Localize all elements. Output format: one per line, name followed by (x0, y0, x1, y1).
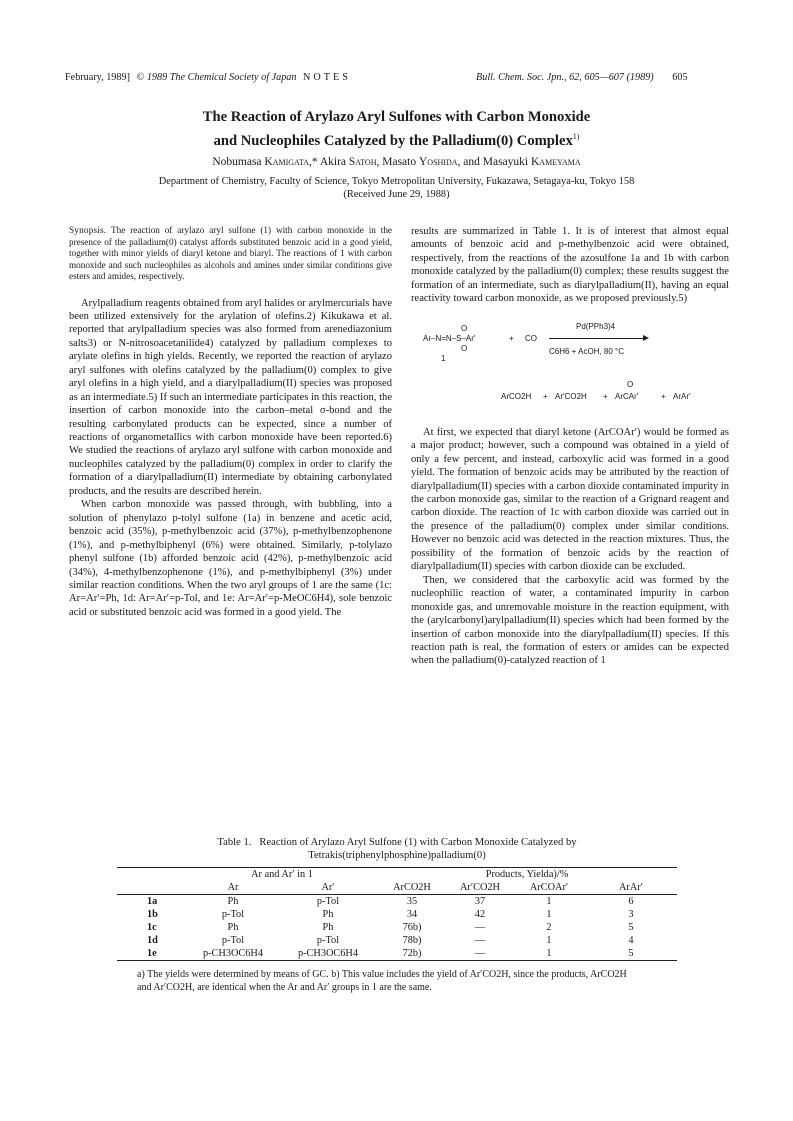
running-header-right (476, 72, 688, 83)
cell-yield: 1 (546, 935, 552, 946)
scheme-plus: + (603, 391, 608, 401)
affiliation-line: Department of Chemistry, Faculty of Science, Tokyo Metropolitan University, Fukazawa, Setagaya-ku, Tokyo 158 (158, 176, 635, 187)
author-1-last: Kamigata (264, 156, 309, 168)
title-ref: 1) (572, 132, 580, 141)
cell-yield: 5 (628, 922, 634, 933)
cell-yield: — (474, 935, 486, 946)
table-group-header (117, 868, 677, 881)
author-sep: , (376, 156, 383, 168)
cell-yield: 1 (546, 948, 552, 959)
column-header: ArCOAr′ (513, 881, 585, 895)
column-header: Ar (187, 881, 279, 895)
body-paragraph: results are summarized in Table 1. It is of interest that almost equal amounts of benzoic acid and p-methylbenzoic acid were obtained, respectively, from the reactions of the azosulfone 1a and 1b with carbon monoxide catalyzed by the palladium(0) complex; these results suggest the formation of an intermediate, such as diarylpalladium(II), having an equal reactivity toward carbon monoxide, as we proposed previously.5) (411, 226, 729, 305)
table-row (117, 934, 677, 947)
body-paragraph: At first, we expected that diaryl ketone (ArCOAr′) would be formed as a major product; however, such a compound was obtained in a yield of only a few percent, and instead, carboxylic acid was formed in a good yield. The formation of benzoic acids may be attributed by the reaction of diarylpalladium(II) species with a carbon dioxide contaminated impurity in the carbon monoxide gas, similar to the reaction of a Grignard reagent and carbon dioxide. The reaction of 1c with carbon dioxide was carried out in the presence of the palladium(0) complex under similar conditions. However no benzoic acid was detected in the reaction mixtures. Thus, the possibility of the formation of benzoic acids by the reaction of diarylpalladium(II) species with carbon dioxide can be excluded. (411, 426, 729, 573)
cell-ar: Ph (227, 896, 239, 907)
scheme-product-4: ArAr′ (673, 391, 691, 401)
reaction-scheme (411, 316, 729, 416)
cell-ar-prime: Ph (322, 922, 334, 933)
synopsis (69, 225, 392, 283)
cell-yield: 1 (546, 909, 552, 920)
cell-yield: 42 (474, 909, 486, 920)
synopsis-label: Synopsis. (69, 225, 107, 235)
affiliation (0, 175, 793, 201)
scheme-product-3: ArCAr′ (615, 391, 639, 401)
table-row (117, 921, 677, 934)
group-header-products: Products, Yielda)/% (485, 869, 569, 880)
running-header-left (65, 72, 351, 83)
title-line-2: and Nucleophiles Catalyzed by the Palladium(0) Complex (213, 132, 573, 149)
header-page-number: 605 (672, 72, 688, 83)
cell-yield: — (474, 922, 486, 933)
cell-yield: — (474, 948, 486, 959)
cell-yield: 34 (406, 909, 418, 920)
body-paragraph: Arylpalladium reagents obtained from aryl halides or arylmercurials have been utilized extensively for the arylation of olefins.2) Kikukawa et al. reported that arylpalladium species was also formed from arenediazonium salts3) or N-nitrosoacetanilide4) catalyzed by palladium complexes to arylate olefins in high yields. Recently, we reported the reaction of arylazo aryl sulfones with olefins catalyzed by the palladium(0) complex to give aryl olefins in a high yield, and a diarylpalladium(II) species was proposed as an intermediate.5) If such an intermediate participates in this reaction, the insertion of carbon monoxide into the carbon–metal σ-bond and the resulting carbonylated products can be expected, since a number of reactions of organometallics with carbon monoxide have been reported.6) We studied the reactions of arylazo aryl sulfone with carbon monoxide and nucleophiles catalyzed by the palladium(0) complex in order to clarify the formation of a diarylpalladium(II) intermediate by obtaining carbonylated products, and the results are described herein. (69, 297, 392, 497)
author-1-mark: ,* (308, 156, 320, 168)
cell-yield: 78b) (402, 935, 422, 946)
reaction-arrow (549, 338, 645, 339)
table-label: Table 1. (217, 837, 252, 848)
column-header: ArCO2H (377, 881, 447, 895)
scheme-co: CO (525, 333, 537, 343)
left-column (69, 225, 392, 619)
table-1 (117, 836, 677, 994)
cell-yield: 35 (406, 896, 418, 907)
author-4-first: Masayuki (482, 156, 531, 168)
author-3-first: Masato (382, 156, 419, 168)
author-2-first: Akira (319, 156, 349, 168)
arrowhead-icon (643, 335, 649, 341)
column-header: Ar′CO2H (447, 881, 513, 895)
row-id: 1b (147, 909, 158, 920)
table-footnote: a) The yields were determined by means of GC. b) This value includes the yield of Ar′CO2H, since the products, ArCO2H and Ar′CO2H, are identical when the Ar and Ar′ groups in 1 are the same. (137, 969, 627, 993)
title-line-1: The Reaction of Arylazo Aryl Sulfones with Carbon Monoxide (202, 109, 591, 125)
scheme-compound-number: 1 (441, 353, 446, 363)
cell-yield: 5 (628, 948, 634, 959)
author-1-first: Nobumasa (212, 156, 265, 168)
body-paragraph: When carbon monoxide was passed through, with bubbling, into a solution of phenylazo p-tolyl sulfone (1a) in benzene and acetic acid, benzoic acid (35%), p-methylbenzoic acid (37%), p-methylbenzophenone (1%), and p-methylbiphenyl (6%) were obtained. Similarly, p-tolylazo phenyl sulfone (1b) afforded benzoic acid (42%), p-methylbenzoic acid (34%), 4-methylbenzophenone (1%), and p-methylbiphenyl (3%) under similar reaction conditions. When the two aryl groups of 1 are the same (1c: Ar=Ar′=Ph, 1d: Ar=Ar′=p-Tol, and 1e: Ar=Ar′=p-MeOC6H4), sole benzoic acid or substituted benzoic acid was formed in a good yield. The (69, 499, 392, 618)
cell-yield: 76b) (402, 922, 422, 933)
author-4-last: Kameyama (530, 156, 581, 168)
table-caption (117, 836, 677, 862)
right-column (411, 225, 729, 668)
header-journal: Bull. Chem. Soc. Jpn., 62, 605—607 (1989) (476, 72, 654, 83)
cell-yield: 2 (546, 922, 552, 933)
author-3-last: Yoshida (418, 156, 458, 168)
header-copyright: 1989 The Chemical Society of Japan (146, 72, 297, 83)
scheme-o-bot: O (461, 343, 468, 353)
cell-yield: 6 (628, 896, 634, 907)
row-id: 1e (147, 948, 157, 959)
body-paragraph: Then, we considered that the carboxylic acid was formed by the nucleophilic reaction of water, a contaminated impurity in carbon monoxide gas, and unremovable moisture in the reaction equipment, with the (arylcarbonyl)arylpalladium(II) species which had been formed by the insertion of carbon monoxide into the diarylpalladium(II) species. If this reaction path is real, the formation of esters or amides can be expected when the palladium(0)-catalyzed reaction of 1 (411, 574, 729, 667)
author-and: , and (457, 156, 483, 168)
scheme-conditions: C6H6 + AcOH, 80 °C (549, 346, 625, 356)
table-row (117, 895, 677, 908)
scheme-plus: + (509, 333, 514, 343)
cell-ar-prime: p-Tol (316, 935, 340, 946)
scheme-product-3-o: O (627, 379, 634, 389)
results-table (117, 867, 677, 961)
received-date: (Received June 29, 1988) (343, 189, 450, 200)
cell-yield: 4 (628, 935, 634, 946)
column-header: Ar′ (279, 881, 377, 895)
row-id: 1a (147, 896, 158, 907)
cell-ar-prime: p-CH3OC6H4 (297, 948, 359, 959)
cell-ar-prime: Ph (322, 909, 334, 920)
scheme-o-top: O (461, 323, 468, 333)
scheme-product-1: ArCO2H (501, 391, 532, 401)
scheme-product-2: Ar′CO2H (555, 391, 587, 401)
author-2-last: Satoh (348, 156, 377, 168)
copyright-symbol: © (136, 72, 145, 83)
article-title (0, 108, 793, 151)
group-header-ar: Ar and Ar′ in 1 (251, 869, 313, 880)
scheme-plus: + (543, 391, 548, 401)
synopsis-text: The reaction of arylazo aryl sulfone (1) with carbon monoxide in the presence of the palladium(0) catalyst affords substituted benzoic acid in a good yield, together with minor yields of diaryl ketone and biaryl. The reactions of 1 with carbon monoxide and such nucleophiles as alcohols and amines under similar conditions give esters and amides, respectively. (69, 225, 393, 281)
table-caption-line-1: Reaction of Arylazo Aryl Sulfone (1) with Carbon Monoxide Catalyzed by (259, 837, 577, 848)
table-header-row (117, 881, 677, 895)
header-date: February, 1989] (65, 72, 130, 83)
cell-ar: p-Tol (221, 935, 245, 946)
cell-ar: p-CH3OC6H4 (202, 948, 264, 959)
cell-yield: 1 (546, 896, 552, 907)
table-caption-line-2: Tetrakis(triphenylphosphine)palladium(0) (308, 850, 486, 861)
cell-ar: Ph (227, 922, 239, 933)
row-id: 1c (147, 922, 157, 933)
scheme-plus: + (661, 391, 666, 401)
scheme-catalyst: Pd(PPh3)4 (576, 321, 616, 331)
table-row (117, 908, 677, 921)
cell-yield: 72b) (402, 948, 422, 959)
column-header: ArAr′ (585, 881, 677, 895)
cell-yield: 37 (474, 896, 486, 907)
header-section: NOTES (303, 72, 351, 83)
cell-ar: p-Tol (221, 909, 245, 920)
row-id: 1d (147, 935, 158, 946)
cell-yield: 3 (628, 909, 634, 920)
author-list (0, 156, 793, 168)
scheme-reactant: Ar–N=N–S–Ar′ (423, 333, 476, 343)
table-row (117, 947, 677, 961)
cell-ar-prime: p-Tol (316, 896, 340, 907)
